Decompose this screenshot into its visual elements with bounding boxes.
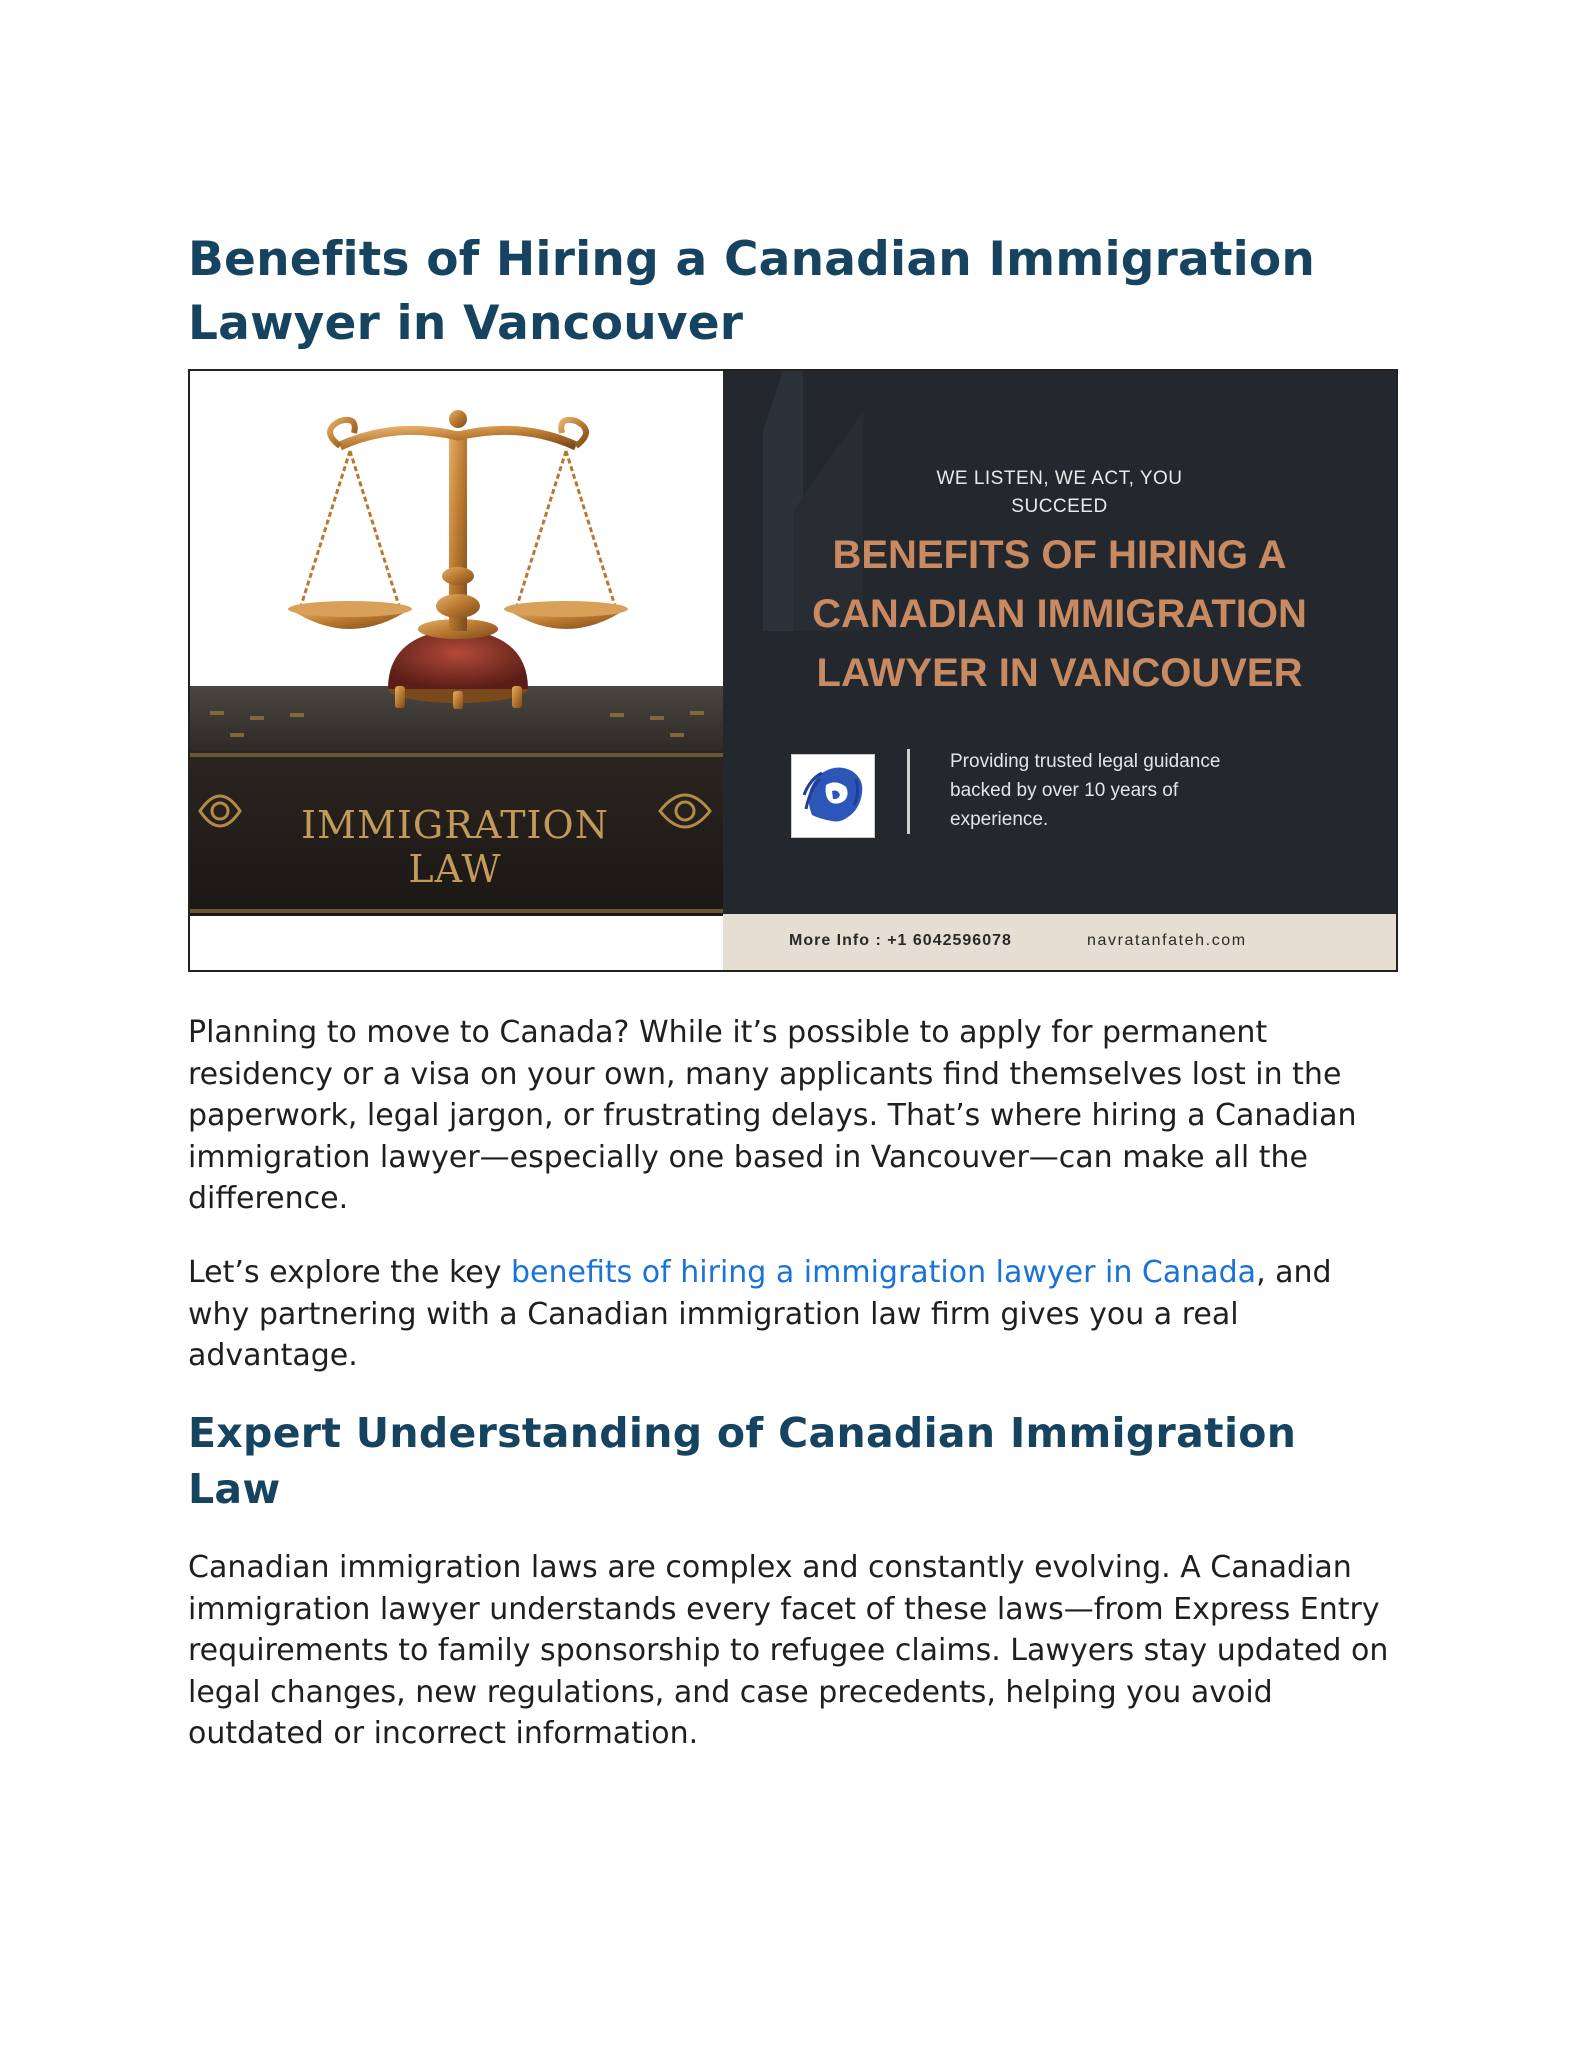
description-line: Providing trusted legal guidance: [950, 751, 1221, 772]
description-line: experience.: [950, 809, 1049, 830]
section-heading: Expert Understanding of Canadian Immigration Law: [188, 1409, 1297, 1513]
tagline-line: SUCCEED: [1011, 496, 1108, 517]
banner-photo-panel: [190, 371, 723, 970]
benefits-link[interactable]: benefits of hiring a immigration lawyer in Canada: [511, 1255, 1257, 1290]
section-paragraph: Canadian immigration laws are complex and constantly evolving. A Canadian immigration lawyer understands every facet of these laws—from Express Entry requirements to family sponsorship to refugee claims. Lawyers stay updated on legal changes, new regulations, and case precedents, helping you avoid outdated or incorrect information.: [188, 1550, 1389, 1751]
vertical-divider: [907, 749, 910, 834]
page-title: Benefits of Hiring a Canadian Immigration Lawyer in Vancouver: [188, 232, 1316, 351]
banner-footer: [723, 914, 1396, 970]
explore-text-before: Let’s explore the key: [188, 1255, 512, 1290]
hero-banner-image: [188, 369, 1398, 972]
website-text: navratanfateh.com: [1087, 932, 1247, 949]
book-label-line: LAW: [408, 847, 502, 891]
lion-logo-icon: [791, 754, 875, 838]
banner-description: [950, 747, 1370, 834]
explore-paragraph: [188, 1252, 1398, 1377]
explore-text-after: , and why partnering with a Canadian immigration law firm gives you a real advantage.: [188, 1255, 1332, 1373]
banner-tagline: [723, 465, 1396, 521]
banner-title: [723, 526, 1396, 703]
banner-title-line: LAWYER IN VANCOUVER: [816, 651, 1303, 695]
book-label-line: IMMIGRATION: [301, 803, 609, 847]
intro-paragraph: Planning to move to Canada? While it’s possible to apply for permanent residency or a visa on your own, many applicants find themselves lost in the paperwork, legal jargon, or frustrating delays. That’s where hiring a Canadian immigration lawyer—especially one based in Vancouver—can make all the difference.: [188, 1015, 1357, 1216]
description-line: backed by over 10 years of: [950, 780, 1179, 801]
banner-text-panel: [723, 371, 1396, 970]
banner-title-line: BENEFITS OF HIRING A: [832, 533, 1287, 577]
book-spine-label: [280, 803, 630, 891]
tagline-line: WE LISTEN, WE ACT, YOU: [936, 468, 1183, 489]
contact-phone: More Info : +1 6042596078: [789, 932, 1012, 949]
banner-title-line: CANADIAN IMMIGRATION: [812, 592, 1307, 636]
